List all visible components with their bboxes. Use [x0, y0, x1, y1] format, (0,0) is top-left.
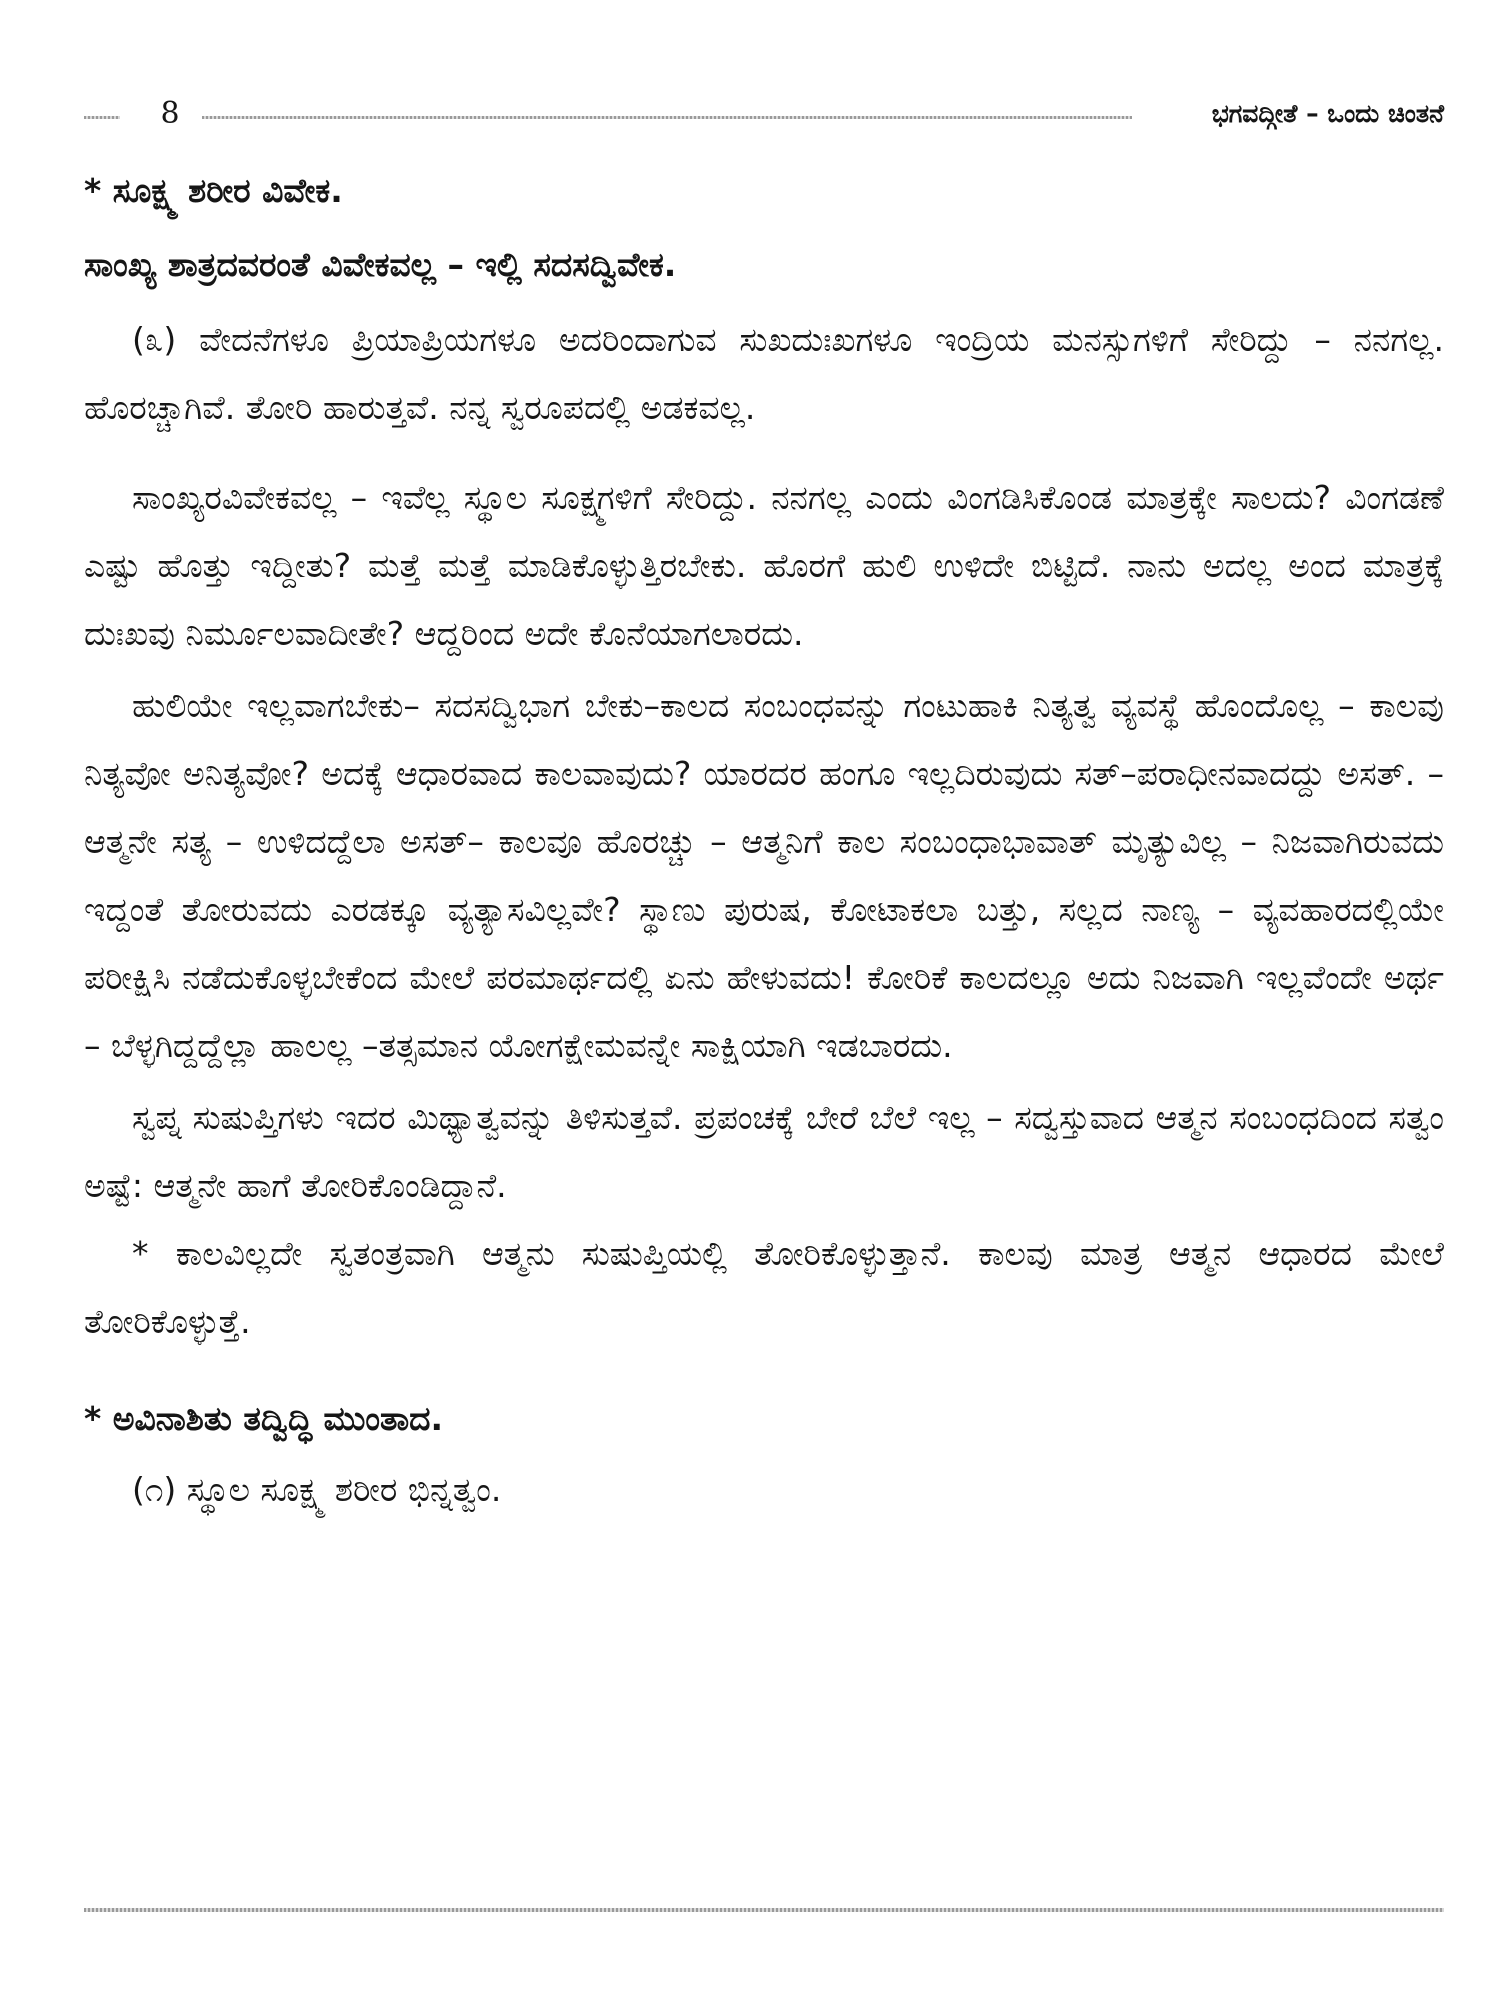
paragraph-2: ಸಾಂಖ್ಯರವಿವೇಕವಲ್ಲ – ಇವೆಲ್ಲ ಸ್ಥೂಲ ಸೂಕ್ಷ್ಮಗಳಿಗೆ ಸೇರಿದ್ದು. ನನಗಲ್ಲ ಎಂದು ವಿಂಗಡಿಸಿಕೊಂಡ ಮಾತ್ರಕ್ಕೇ ಸಾಲದು? ವಿಂಗಡಣೆ ಎಷ್ಟು ಹೊತ್ತು ಇದ್ದೀತು? ಮತ್ತೆ ಮತ್ತೆ ಮಾಡಿಕೊಳ್ಳುತ್ತಿರಬೇಕು. ಹೊರಗೆ ಹುಲಿ ಉಳಿದೇ ಬಿಟ್ಟಿದೆ. ನಾನು ಅದಲ್ಲ ಅಂದ ಮಾತ್ರಕ್ಕೆ ದುಃಖವು ನಿರ್ಮೂಲವಾದೀತೇ? ಆದ್ದರಿಂದ ಅದೇ ಕೊನೆಯಾಗಲಾರದು. — [84, 478, 1444, 653]
header-rule-left — [84, 116, 120, 119]
paragraph-3: ಹುಲಿಯೇ ಇಲ್ಲವಾಗಬೇಕು– ಸದಸದ್ವಿಭಾಗ ಬೇಕು–ಕಾಲದ ಸಂಬಂಧವನ್ನು ಗಂಟುಹಾಕಿ ನಿತ್ಯತ್ವ ವ್ಯವಸ್ಥೆ ಹೊಂದೊಲ್ಲ – ಕಾಲವು ನಿತ್ಯವೋ ಅನಿತ್ಯವೋ? ಅದಕ್ಕೆ ಆಧಾರವಾದ ಕಾಲವಾವುದು? ಯಾರದರ ಹಂಗೂ ಇಲ್ಲದಿರುವುದು ಸತ್–ಪರಾಧೀನವಾದದ್ದು ಅಸತ್. – ಆತ್ಮನೇ ಸತ್ಯ – ಉಳಿದದ್ದೆಲಾ ಅಸತ್– ಕಾಲವೂ ಹೊರಚ್ಚು – ಆತ್ಮನಿಗೆ ಕಾಲ ಸಂಬಂಧಾಭಾವಾತ್ ಮೃತ್ಯುವಿಲ್ಲ – ನಿಜವಾಗಿರುವದು ಇದ್ದಂತೆ ತೋರುವದು ಎರಡಕ್ಕೂ ವ್ಯತ್ಯಾಸವಿಲ್ಲವೇ? ಸ್ಥಾಣು ಪುರುಷ, ಕೋಟಾಕಲಾ ಬತ್ತು, ಸಲ್ಲದ ನಾಣ್ಯ – ವ್ಯವಹಾರದಲ್ಲಿಯೇ ಪರೀಕ್ಷಿಸಿ ನಡೆದುಕೊಳ್ಳಬೇಕೆಂದ ಮೇಲೆ ಪರಮಾರ್ಥದಲ್ಲಿ ಏನು ಹೇಳುವದು! ಕೋರಿಕೆ ಕಾಲದಲ್ಲೂ ಅದು ನಿಜವಾಗಿ ಇಲ್ಲವೆಂದೇ ಅರ್ಥ – ಬೆಳ್ಳಗಿದ್ದದ್ದೆಲ್ಲಾ ಹಾಲಲ್ಲ –ತತ್ಸಮಾನ ಯೋಗಕ್ಷೇಮವನ್ನೇ ಸಾಕ್ಷಿಯಾಗಿ ಇಡಬಾರದು. — [84, 686, 1444, 1065]
running-title: ಭಗವದ್ಗೀತೆ – ಒಂದು ಚಿಂತನೆ — [1211, 99, 1444, 128]
page-body — [84, 154, 1444, 1524]
paragraph-4: ಸ್ವಪ್ನ ಸುಷುಪ್ತಿಗಳು ಇದರ ಮಿಥ್ಯಾತ್ವವನ್ನು ತಿಳಿಸುತ್ತವೆ. ಪ್ರಪಂಚಕ್ಕೆ ಬೇರೆ ಬೆಲೆ ಇಲ್ಲ – ಸದ್ವಸ್ತುವಾದ ಆತ್ಮನ ಸಂಬಂಧದಿಂದ ಸತ್ವಂ ಅಷ್ಟೆ: ಆತ್ಮನೇ ಹಾಗೆ ತೋರಿಕೊಂಡಿದ್ದಾನೆ. — [84, 1098, 1444, 1205]
paragraph-5: * ಕಾಲವಿಲ್ಲದೇ ಸ್ವತಂತ್ರವಾಗಿ ಆತ್ಮನು ಸುಷುಪ್ತಿಯಲ್ಲಿ ತೋರಿಕೊಳ್ಳುತ್ತಾನೆ. ಕಾಲವು ಮಾತ್ರ ಆತ್ಮನ ಆಧಾರದ ಮೇಲೆ ತೋರಿಕೊಳ್ಳುತ್ತೆ. — [84, 1234, 1444, 1341]
footer-rule — [84, 1908, 1444, 1912]
page-number: 8 — [160, 96, 180, 131]
section-subheading-discrimination: ಸಾಂಖ್ಯ ಶಾತ್ರದವರಂತೆ ವಿವೇಕವಲ್ಲ – ಇಲ್ಲಿ ಸದಸದ್ವಿವೇಕ. — [84, 245, 677, 284]
page-header — [84, 92, 1444, 136]
section-heading-avinashi: * ಅವಿನಾಶಿತು ತದ್ವಿದ್ಧಿ ಮುಂತಾದ. — [84, 1399, 444, 1438]
header-rule-right — [202, 116, 1132, 119]
paragraph-1: (೩) ವೇದನೆಗಳೂ ಪ್ರಿಯಾಪ್ರಿಯಗಳೂ ಅದರಿಂದಾಗುವ ಸುಖದುಃಖಗಳೂ ಇಂದ್ರಿಯ ಮನಸ್ಸುಗಳಿಗೆ ಸೇರಿದ್ದು – ನನಗಲ್ಲ. ಹೊರಚ್ಚಾಗಿವೆ. ತೋರಿ ಹಾರುತ್ತವೆ. ನನ್ನ ಸ್ವರೂಪದಲ್ಲಿ ಅಡಕವಲ್ಲ. — [84, 320, 1444, 427]
section-heading-subtle-body: * ಸೂಕ್ಷ್ಮ ಶರೀರ ವಿವೇಕ. — [84, 171, 343, 210]
numbered-line-1: (೧) ಸ್ಥೂಲ ಸೂಕ್ಷ್ಮ ಶರೀರ ಭಿನ್ನತ್ವಂ. — [132, 1470, 502, 1509]
